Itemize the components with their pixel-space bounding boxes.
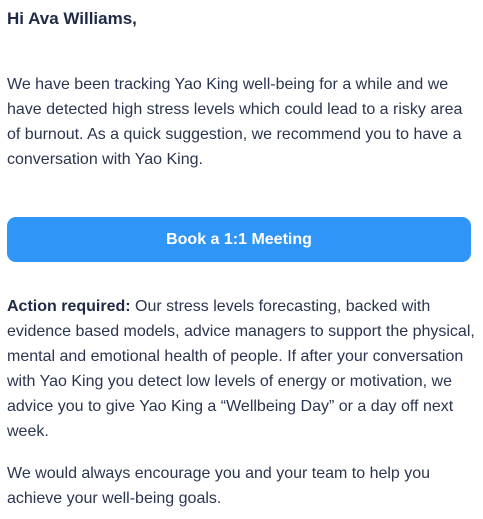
encouragement-paragraph: We would always encourage you and your team to help you achieve your well-being goals.	[7, 465, 431, 507]
greeting: Hi Ava Williams,	[7, 9, 137, 28]
intro-paragraph: We have been tracking Yao King well-being for a while and we have detected high stress levels which could lead to a risky area of burnout. As a quick suggestion, we recommend you to have a conversation with Yao King.	[7, 76, 463, 168]
action-required-label: Action required:	[7, 298, 131, 315]
book-meeting-button[interactable]: Book a 1:1 Meeting	[7, 217, 471, 262]
action-required-text: Our stress levels forecasting, backed with evidence based models, advice managers to support the physical, mental and emotional health of people. If after your conversation with Yao King you detect low levels of energy or motivation, we advice you to give Yao King a “Wellbeing Day” or a day off next week.	[7, 298, 475, 440]
action-required-paragraph	[7, 294, 479, 444]
